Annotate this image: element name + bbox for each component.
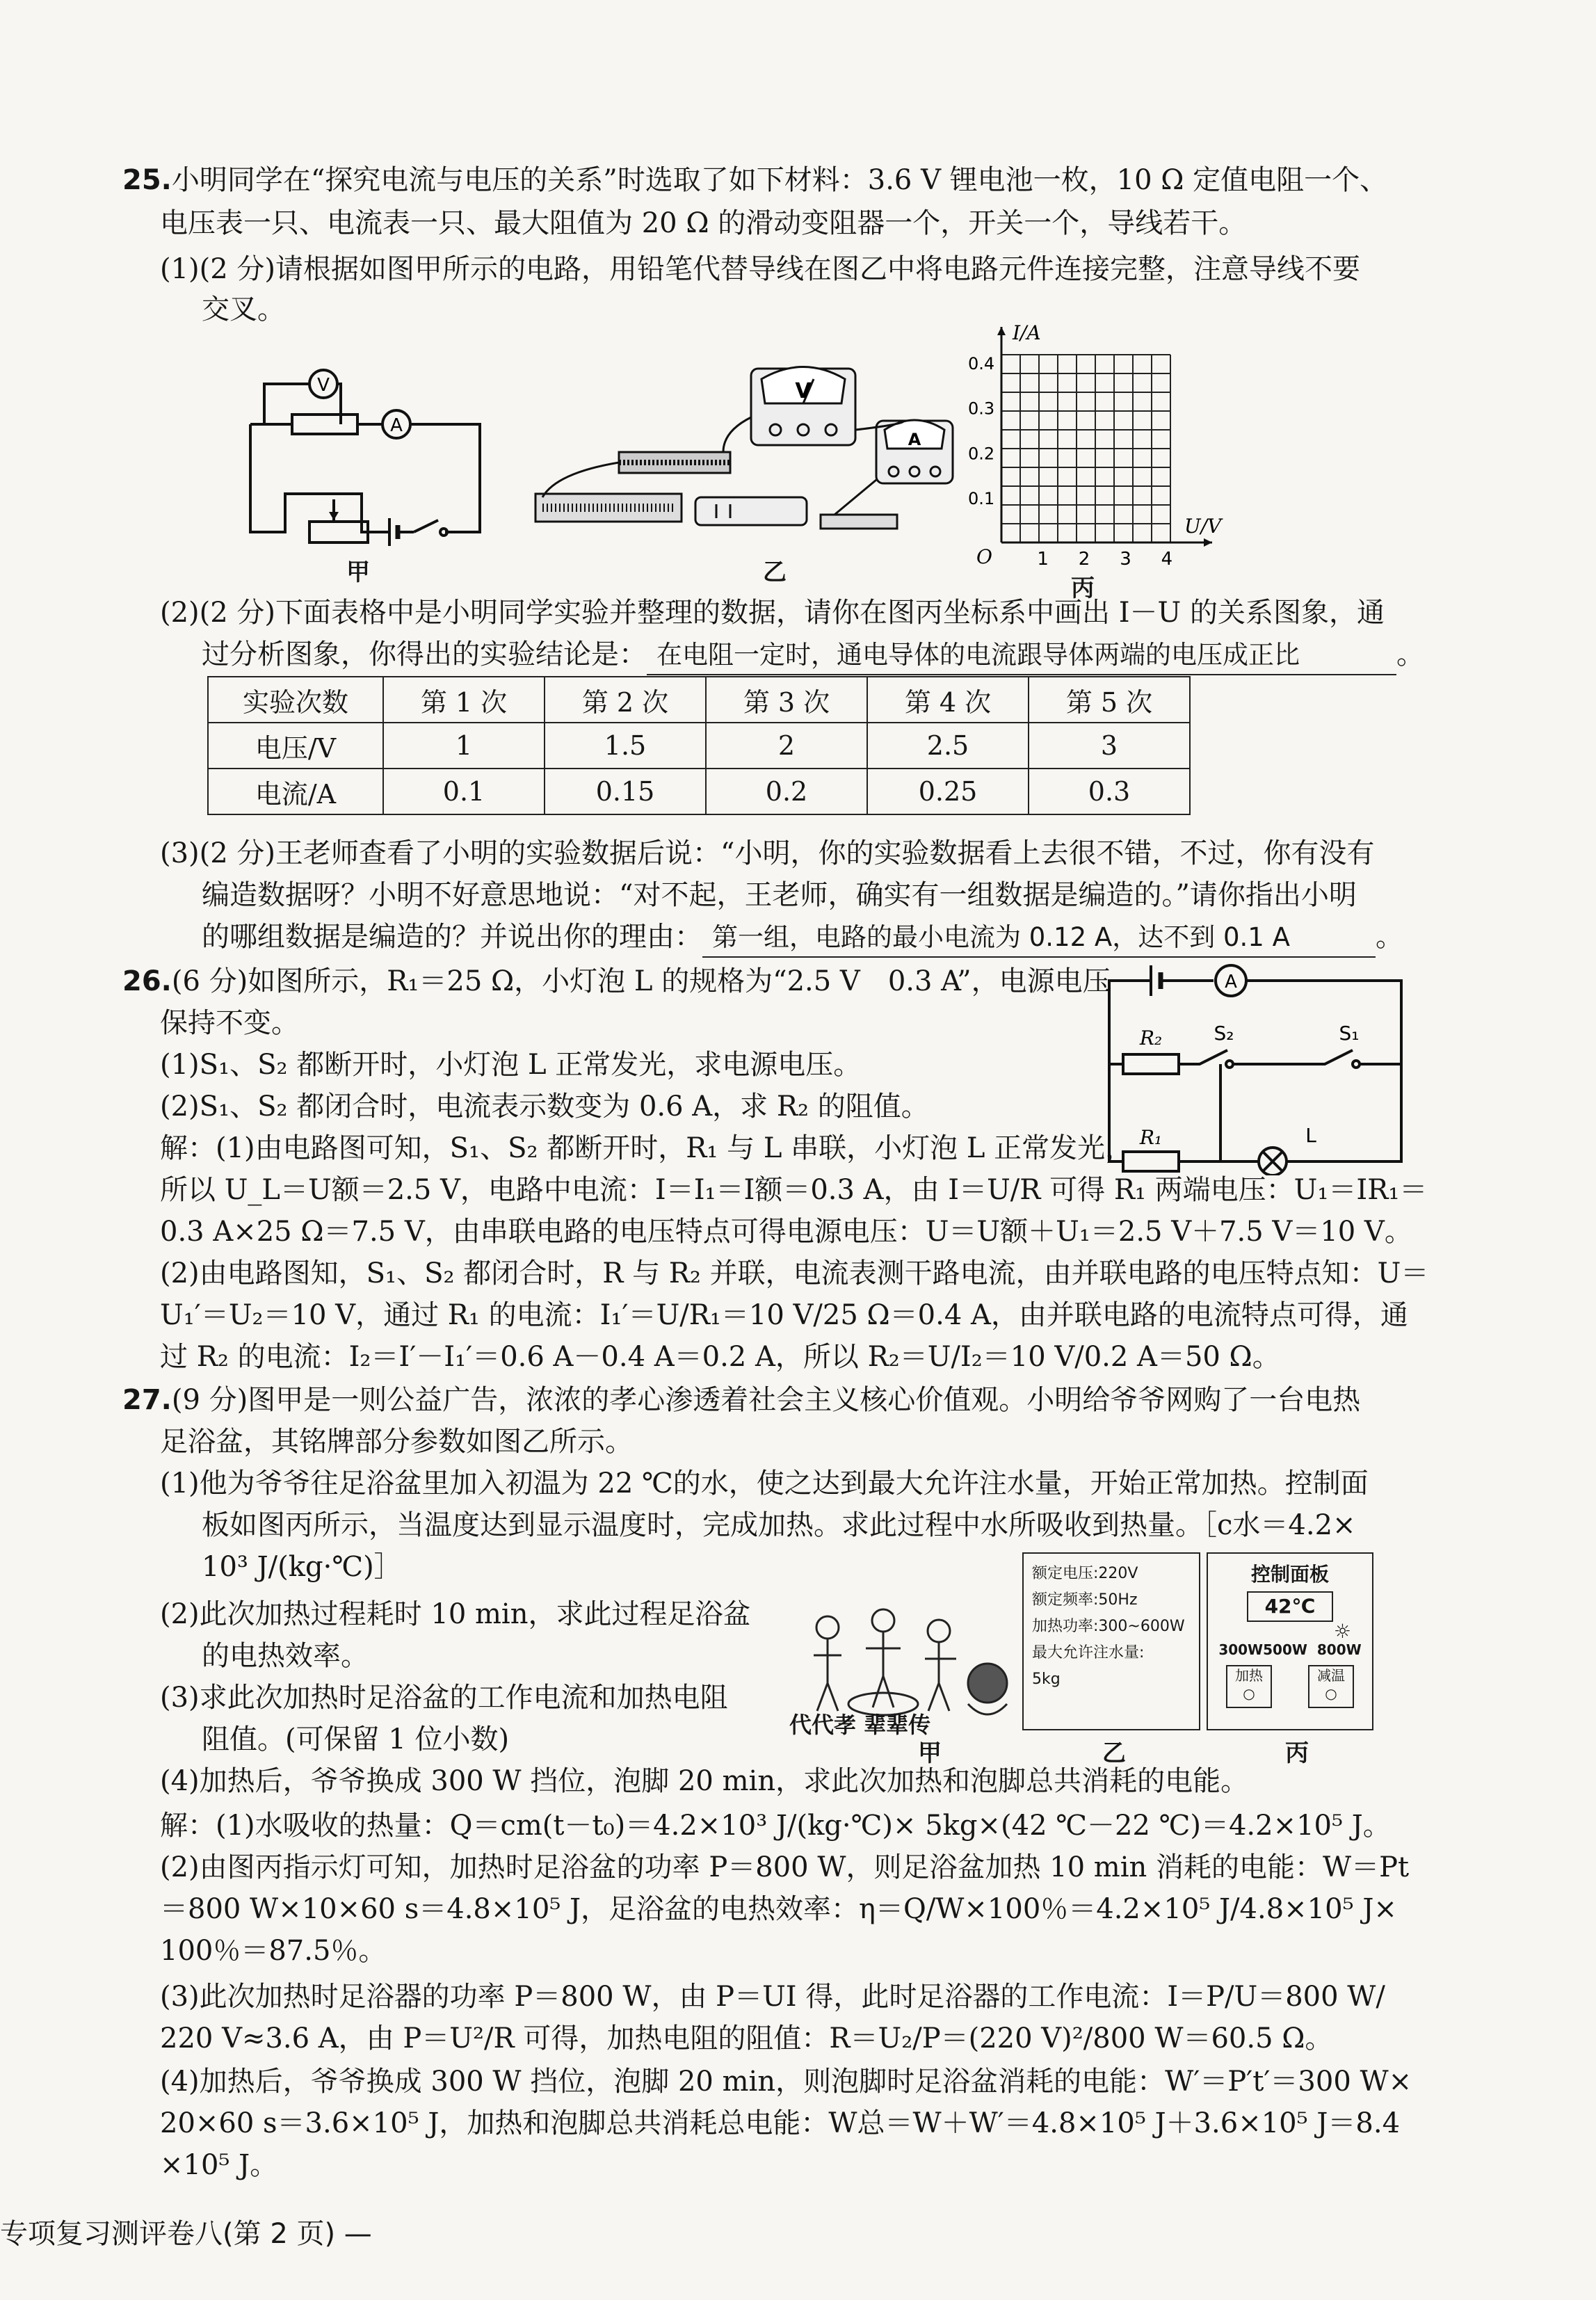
- q26-solution-line5: U₁′＝U₂＝10 V，通过 R₁ 的电流：I₁′＝U/R₁＝10 V/25 Ω＝0.4 A，由并联电路的电流特点可得，通: [160, 1299, 1408, 1331]
- panel-temperature-display: 42℃: [1247, 1591, 1333, 1622]
- table-cell: 1.5: [545, 723, 706, 769]
- heat-button-label: 加热: [1235, 1667, 1263, 1684]
- x-tick-label: 1: [1037, 549, 1049, 570]
- fig-yi-caption: 乙: [763, 558, 787, 586]
- q27-part1-line2: 板如图丙所示，当温度达到显示温度时，完成加热。求此过程中水所吸收到热量。［c水＝4.2×: [202, 1509, 1356, 1541]
- q26-stem-line2: 保持不变。: [160, 1007, 299, 1039]
- q27-solution-line7: (4)加热后，爷爷换成 300 W 挡位，泡脚 20 min，则泡脚时足浴盆消耗的电能：W′＝P′t′＝300 W×: [160, 2066, 1412, 2098]
- table-cell: 0.2: [706, 769, 867, 814]
- q26-solution-line2: 所以 U_L＝U额＝2.5 V，电路中电流：I＝I₁＝I额＝0.3 A，由 I＝U/R 可得 R₁ 两端电压：U₁＝IR₁＝: [160, 1174, 1428, 1206]
- q25-part3-lead: 的哪组数据是编造的？并说出你的理由：: [202, 921, 702, 953]
- q26-solution-line1: 解：(1)由电路图可知，S₁、S₂ 都断开时，R₁ 与 L 串联，小灯泡 L 正常发光，: [160, 1132, 1134, 1164]
- q25-part3-line1: (3)(2 分)王老师查看了小明的实验数据后说：“小明，你的实验数据看上去很不错，不过，你有没有: [160, 837, 1375, 869]
- yi-ammeter-label: A: [908, 430, 921, 449]
- x-axis-label: U/V: [1184, 515, 1222, 538]
- origin-label: O: [976, 545, 992, 568]
- q27-part3-line2: 阻值。(可保留 1 位小数): [202, 1723, 510, 1755]
- x-tick-label: 4: [1161, 549, 1173, 570]
- q27-part1-line1: (1)他为爷爷往足浴盆里加入初温为 22 ℃的水，使之达到最大允许注水量，开始正常加热。控制面: [160, 1467, 1369, 1499]
- table-cell: 第 4 次: [867, 677, 1029, 723]
- x-tick-label: 2: [1078, 549, 1090, 570]
- nameplate-line: 最大允许注水量:: [1032, 1644, 1145, 1662]
- q27-solution-line4: 100％＝87.5％。: [160, 1935, 387, 1967]
- q27-fig-yi-caption: 乙: [1102, 1739, 1126, 1767]
- jia-voltmeter-label: V: [317, 375, 330, 396]
- q26-number: 26.: [122, 965, 172, 997]
- table-row: [208, 723, 1190, 769]
- table-cell: 3: [1029, 723, 1190, 769]
- y-tick-label: 0.4: [968, 353, 995, 373]
- nameplate-lines: [1024, 1554, 1199, 1693]
- q27-fig-bing-caption: 丙: [1285, 1739, 1309, 1767]
- q26-solution-line4: (2)由电路图知，S₁、S₂ 都闭合时，R 与 R₂ 并联，电流表测干路电流，由并联电路的电压特点知：U＝: [160, 1257, 1429, 1289]
- q25-stem1-text: 小明同学在“探究电流与电压的关系”时选取了如下材料：3.6 V 锂电池一枚，10 Ω 定值电阻一个、: [171, 164, 1388, 196]
- q27-stem-line2: 足浴盆，其铭牌部分参数如图乙所示。: [160, 1426, 633, 1458]
- q27-nameplate-yi: [1022, 1552, 1200, 1730]
- q25-part3-answer: 第一组，电路的最小电流为 0.12 A，达不到 0.1 A: [702, 919, 1376, 958]
- q27-stem-line1: [122, 1378, 1360, 1422]
- q26-s2-label: S₂: [1214, 1022, 1234, 1045]
- table-cell: 实验次数: [208, 677, 383, 723]
- table-cell: 电压/V: [208, 723, 383, 769]
- jia-ammeter-label: A: [390, 415, 403, 436]
- q25-number: 25.: [122, 164, 172, 196]
- panel-indicator-light-icon: ☼: [1333, 1620, 1351, 1643]
- y-axis-label: I/A: [1013, 321, 1041, 344]
- q25-part2-lead: 过分析图象，你得出的实验结论是：: [202, 638, 647, 670]
- q25-graph-bing: [960, 320, 1252, 584]
- cool-button-label: 减温: [1317, 1667, 1345, 1684]
- q27-stem1-text: (9 分)图甲是一则公益广告，浓浓的孝心渗透着社会主义核心价值观。小明给爷爷网购了一台电热: [171, 1384, 1361, 1416]
- page-footer: 专项复习测评卷八(第 2 页) —: [0, 2218, 372, 2250]
- table-cell: 1: [383, 723, 545, 769]
- table-cell: 第 2 次: [545, 677, 706, 723]
- q25-part3-line2: 编造数据呀？小明不好意思地说：“对不起，王老师，确实有一组数据是编造的。”请你指出小明: [202, 879, 1357, 911]
- q25-stem-line1: [122, 159, 1387, 202]
- table-cell: 0.15: [545, 769, 706, 814]
- table-cell: 第 5 次: [1029, 677, 1190, 723]
- nameplate-line: 额定电压:220V: [1032, 1565, 1138, 1582]
- table-cell: 电流/A: [208, 769, 383, 814]
- q26-r2-label: R₂: [1139, 1027, 1163, 1050]
- nameplate-line: 加热功率:300~600W: [1032, 1618, 1185, 1635]
- table-cell: 0.3: [1029, 769, 1190, 814]
- q25-stem-line2: 电压表一只、电流表一只、最大阻值为 20 Ω 的滑动变阻器一个，开关一个，导线若干。: [160, 207, 1247, 239]
- q25-part1-line2: 交叉。: [202, 293, 285, 325]
- panel-title: 控制面板: [1250, 1563, 1329, 1586]
- q26-solution-line6: 过 R₂ 的电流：I₂＝I′－I₁′＝0.6 A－0.4 A＝0.2 A，所以 R₂＝U/I₂＝10 V/0.2 A＝50 Ω。: [160, 1341, 1280, 1373]
- q27-solution-line6: 220 V≈3.6 A，由 P＝U²/R 可得，加热电阻的阻值：R＝U₂/P＝(220 V)²/800 W＝60.5 Ω。: [160, 2022, 1333, 2054]
- q26-circuit-diagram: [1102, 960, 1408, 1175]
- q27-part1-line3: 10³ J/(kg·℃)］: [202, 1551, 402, 1583]
- q27-ad-caption: 代代孝 辈辈传: [789, 1712, 931, 1738]
- table-cell: 第 1 次: [383, 677, 545, 723]
- q27-part2-line2: 的电热效率。: [202, 1640, 369, 1672]
- q27-solution-line5: (3)此次加热时足浴器的功率 P＝800 W，由 P＝UI 得，此时足浴器的工作电流：I＝P/U＝800 W/: [160, 1981, 1385, 2013]
- q26-lamp-label: L: [1305, 1124, 1316, 1147]
- y-tick-label: 0.1: [968, 489, 995, 509]
- q26-question1: (1)S₁、S₂ 都断开时，小灯泡 L 正常发光，求电源电压。: [160, 1049, 862, 1081]
- q27-solution-line1: 解：(1)水吸收的热量：Q＝cm(t－t₀)＝4.2×10³ J/(kg·℃)× 5kg×(42 ℃－22 ℃)＝4.2×10⁵ J。: [160, 1810, 1391, 1842]
- q27-part3-line1: (3)求此次加热时足浴盆的工作电流和加热电阻: [160, 1682, 728, 1714]
- q26-r1-label: R₁: [1139, 1126, 1163, 1149]
- q25-part3-line3: [202, 915, 1403, 958]
- q26-stem-line1: [122, 960, 1111, 1003]
- panel-power-levels: 300W500W 800W: [1218, 1641, 1362, 1658]
- q25-part2-line2: [202, 633, 1424, 676]
- y-tick-label: 0.3: [968, 399, 995, 419]
- panel-cool-button[interactable]: 减温 ○: [1308, 1665, 1354, 1708]
- q27-fig-jia-caption: 甲: [918, 1739, 942, 1767]
- x-axis-arrow: [1204, 538, 1212, 547]
- q25-data-table: [207, 676, 1191, 815]
- q25-part1-line1: (1)(2 分)请根据如图甲所示的电路，用铅笔代替导线在图乙中将电路元件连接完整，注意导线不要: [160, 253, 1361, 285]
- nameplate-line: 5kg: [1032, 1671, 1061, 1688]
- x-tick-label: 3: [1120, 549, 1131, 570]
- table-cell: 0.1: [383, 769, 545, 814]
- q25-part2-end: 。: [1396, 638, 1424, 670]
- q27-control-panel-bing: [1207, 1552, 1373, 1730]
- q26-question2: (2)S₁、S₂ 都闭合时，电流表示数变为 0.6 A，求 R₂ 的阻值。: [160, 1091, 929, 1123]
- fig-jia-caption: 甲: [346, 558, 370, 586]
- q26-s1-label: S₁: [1339, 1022, 1360, 1045]
- q27-solution-line2: (2)由图丙指示灯可知，加热时足浴盆的功率 P＝800 W，则足浴盆加热 10 min 消耗的电能：W＝Pt: [160, 1851, 1410, 1883]
- fig-bing-caption: 丙: [1071, 574, 1095, 602]
- q25-part2-line1: (2)(2 分)下面表格中是小明同学实验并整理的数据，请你在图丙坐标系中画出 I－U 的关系图象，通: [160, 597, 1385, 629]
- q25-components-yi: [515, 348, 960, 556]
- q27-solution-line3: ＝800 W×10×60 s＝4.8×10⁵ J，足浴盆的电热效率：η＝Q/W×100％＝4.2×10⁵ J/4.8×10⁵ J×: [160, 1893, 1397, 1925]
- table-cell: 0.25: [867, 769, 1029, 814]
- q27-solution-line8: 20×60 s＝3.6×10⁵ J，加热和泡脚总共消耗总电能：W总＝W＋W′＝4.8×10⁵ J＋3.6×10⁵ J＝8.4: [160, 2107, 1401, 2139]
- y-axis-arrow: [997, 327, 1006, 335]
- q26-ammeter-label: A: [1225, 972, 1237, 992]
- table-cell: 第 3 次: [706, 677, 867, 723]
- y-tick-label: 0.2: [968, 444, 995, 464]
- q25-circuit-diagram-jia: [236, 348, 494, 556]
- table-row: [208, 769, 1190, 814]
- yi-voltmeter-label: V: [795, 379, 812, 403]
- q26-solution-line3: 0.3 A×25 Ω＝7.5 V，由串联电路的电压特点可得电源电压：U＝U额＋U₁＝2.5 V＋7.5 V＝10 V。: [160, 1216, 1412, 1248]
- q25-part2-answer: 在电阻一定时，通电导体的电流跟导体两端的电压成正比: [647, 636, 1396, 675]
- q26-stem1-text: (6 分)如图所示，R₁＝25 Ω，小灯泡 L 的规格为“2.5 V 0.3 A”，电源电压: [171, 965, 1111, 997]
- table-cell: 2.5: [867, 723, 1029, 769]
- q27-part4: (4)加热后，爷爷换成 300 W 挡位，泡脚 20 min，求此次加热和泡脚总共消耗的电能。: [160, 1765, 1249, 1797]
- q25-part3-end: 。: [1376, 921, 1403, 953]
- table-cell: 2: [706, 723, 867, 769]
- q27-part2-line1: (2)此次加热过程耗时 10 min，求此过程足浴盆: [160, 1598, 751, 1630]
- nameplate-line: 额定频率:50Hz: [1032, 1591, 1138, 1609]
- q27-number: 27.: [122, 1384, 172, 1416]
- table-header-row: [208, 677, 1190, 723]
- q27-solution-line9: ×10⁵ J。: [160, 2149, 278, 2181]
- panel-heat-button[interactable]: 加热 ○: [1226, 1665, 1272, 1708]
